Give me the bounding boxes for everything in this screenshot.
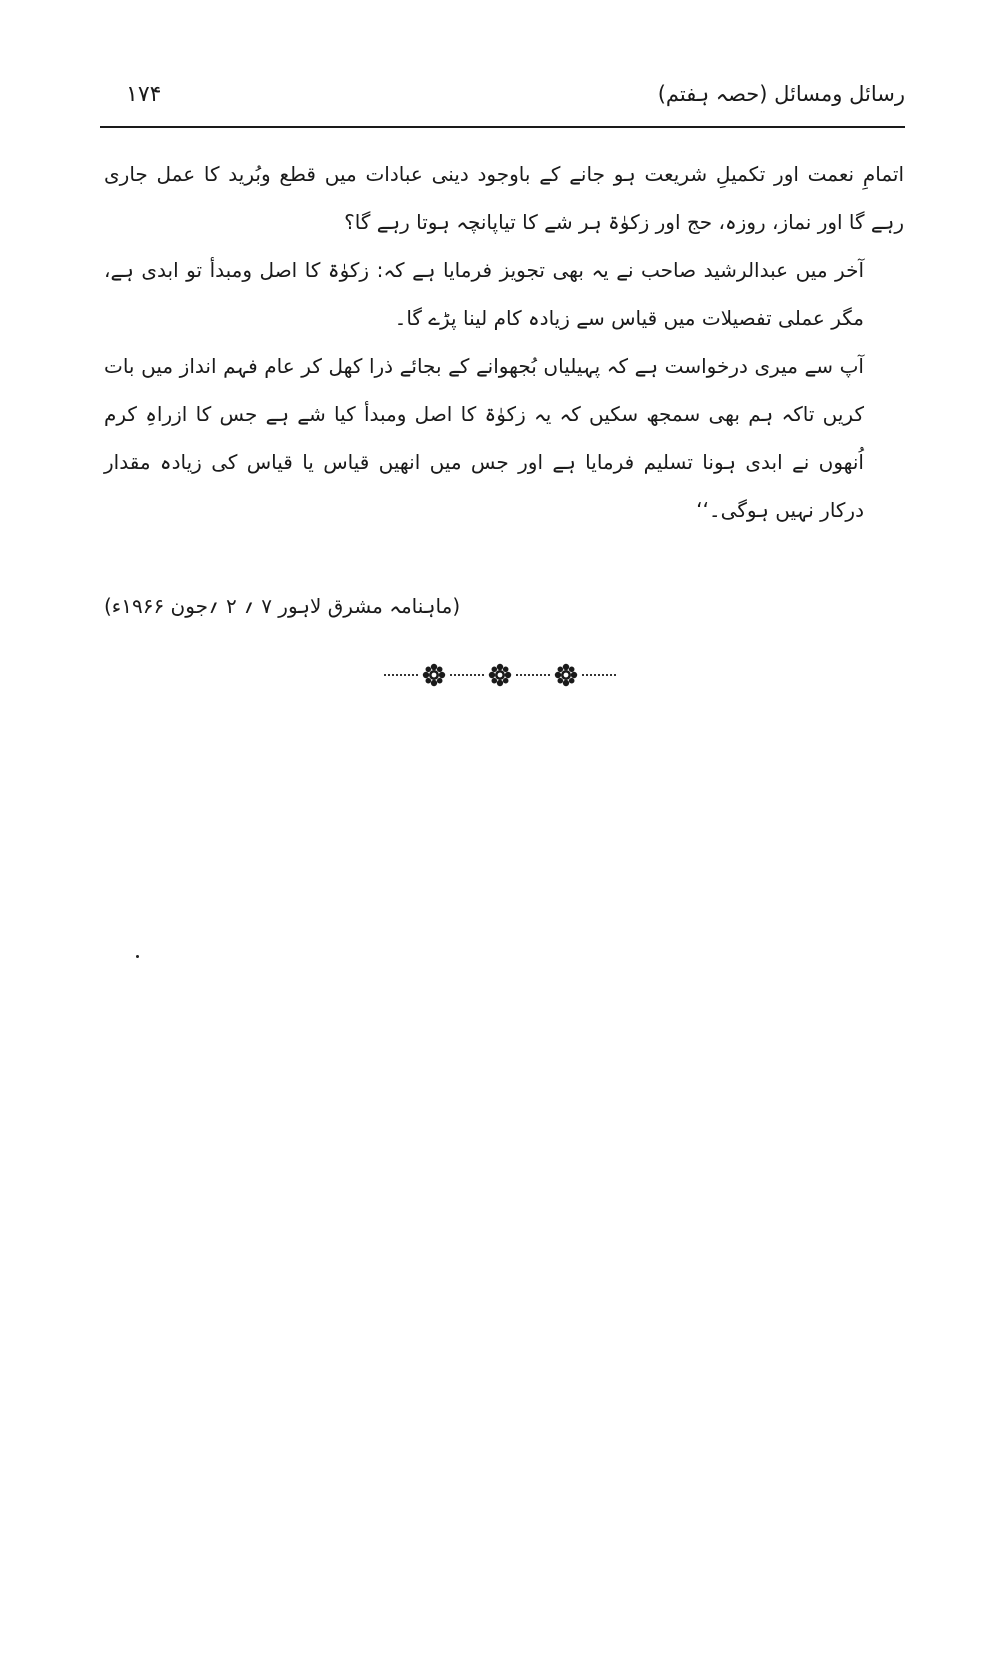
dotted-rule bbox=[582, 674, 616, 676]
paragraph-1: اتمامِ نعمت اور تکمیلِ شریعت ہو جانے کے باوجود دینی عبادات میں قطع وبُرید کا عمل جاری رہے گا اور نماز، روزہ، حج اور زکوٰۃ ہر شے کا تیاپانچہ ہوتا رہے گا؟ bbox=[104, 162, 904, 234]
dotted-rule bbox=[384, 674, 418, 676]
source-citation: (ماہنامہ مشرق لاہور ۷ ؍ ۲ ؍جون ۱۹۶۶ء) bbox=[104, 594, 461, 618]
dotted-rule bbox=[516, 674, 550, 676]
running-title: رسائل ومسائل (حصہ ہفتم) bbox=[657, 82, 905, 106]
section-end-ornament bbox=[370, 660, 630, 690]
page-header bbox=[100, 78, 905, 124]
body-text bbox=[104, 150, 904, 534]
flower-ornament-icon bbox=[488, 663, 512, 687]
header-divider bbox=[100, 126, 905, 128]
flower-ornament-icon bbox=[422, 663, 446, 687]
page-number: ۱۷۴ bbox=[126, 82, 162, 107]
paragraph-3: آپ سے میری درخواست ہے کہ پہیلیاں بُجھوانے کے بجائے ذرا کھل کر عام فہم انداز میں بات کریں تاکہ ہم بھی سمجھ سکیں کہ یہ زکوٰۃ کا اصل ومبدأ کیا شے ہے جس کا ازراہِ کرم اُنھوں نے ابدی ہونا تسلیم فرمایا ہے اور جس میں انھیں قیاس یا قیاس کی زیادہ مقدار درکار نہیں ہوگی۔‘‘ bbox=[104, 354, 864, 522]
flower-ornament-icon bbox=[554, 663, 578, 687]
paragraph-2: آخر میں عبدالرشید صاحب نے یہ بھی تجویز فرمایا ہے کہ: زکوٰۃ کا اصل ومبدأ تو ابدی ہے، مگر عملی تفصیلات میں قیاس سے زیادہ کام لینا پڑے گا۔ bbox=[104, 258, 864, 330]
scan-speck bbox=[136, 955, 139, 958]
dotted-rule bbox=[450, 674, 484, 676]
